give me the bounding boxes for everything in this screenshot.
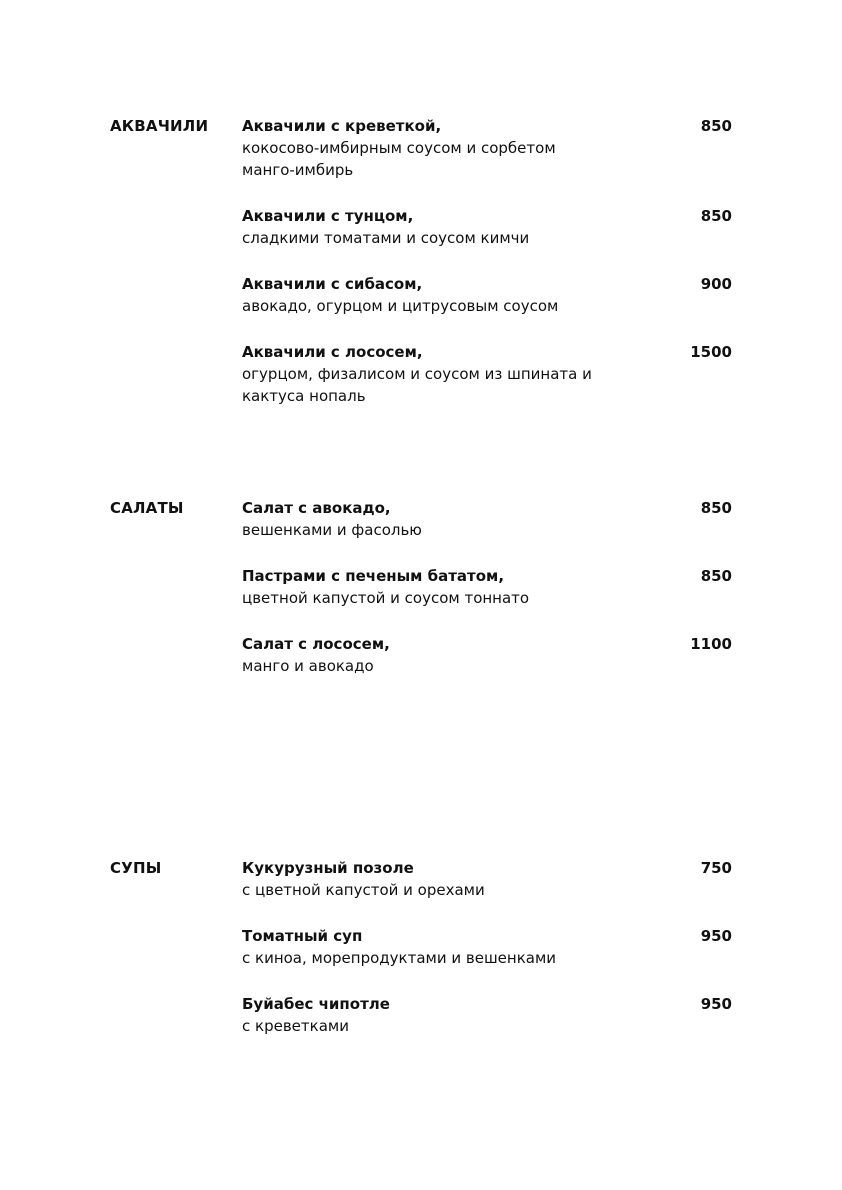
item-name: Буйабес чипотле — [242, 995, 390, 1013]
menu-item — [242, 205, 732, 249]
item-name: Аквачили с креветкой, — [242, 117, 442, 135]
menu-item — [242, 273, 732, 317]
menu-item — [242, 341, 732, 407]
menu-item — [242, 115, 732, 181]
menu-item — [242, 925, 732, 969]
item-price: 850 — [700, 499, 732, 517]
menu-item — [242, 565, 732, 609]
item-description: авокадо, огурцом и цитрусовым соусом — [242, 297, 559, 315]
menu-item — [242, 993, 732, 1037]
item-price: 950 — [700, 995, 732, 1013]
item-price: 850 — [700, 567, 732, 585]
item-price: 850 — [700, 207, 732, 225]
item-name: Пастрами с печеным бататом, — [242, 567, 505, 585]
menu-item — [242, 857, 732, 901]
item-price: 1500 — [690, 343, 732, 361]
item-description: вешенками и фасолью — [242, 521, 422, 539]
item-price: 850 — [700, 117, 732, 135]
item-price: 900 — [700, 275, 732, 293]
section-title: СУПЫ — [110, 859, 162, 877]
item-name: Аквачили с сибасом, — [242, 275, 423, 293]
item-name: Томатный суп — [242, 927, 363, 945]
section-title: АКВАЧИЛИ — [110, 117, 209, 135]
item-description: манго и авокадо — [242, 657, 374, 675]
item-price: 1100 — [690, 635, 732, 653]
item-description: с цветной капустой и орехами — [242, 881, 485, 899]
item-name: Аквачили с лососем, — [242, 343, 423, 361]
item-name: Салат с авокадо, — [242, 499, 391, 517]
menu-item — [242, 633, 732, 677]
item-description: огурцом, физалисом и соусом из шпината и кактуса нопаль — [242, 365, 592, 405]
item-description: с киноа, морепродуктами и вешенками — [242, 949, 557, 967]
item-name: Кукурузный позоле — [242, 859, 414, 877]
item-price: 950 — [700, 927, 732, 945]
item-description: кокосово-имбирным соусом и сорбетом манго-имбирь — [242, 139, 556, 179]
item-description: сладкими томатами и соусом кимчи — [242, 229, 530, 247]
item-description: с креветками — [242, 1017, 349, 1035]
item-name: Аквачили с тунцом, — [242, 207, 414, 225]
section-title: САЛАТЫ — [110, 499, 184, 517]
menu-item — [242, 497, 732, 541]
item-description: цветной капустой и соусом тоннато — [242, 589, 530, 607]
item-price: 750 — [700, 859, 732, 877]
item-name: Салат с лососем, — [242, 635, 390, 653]
